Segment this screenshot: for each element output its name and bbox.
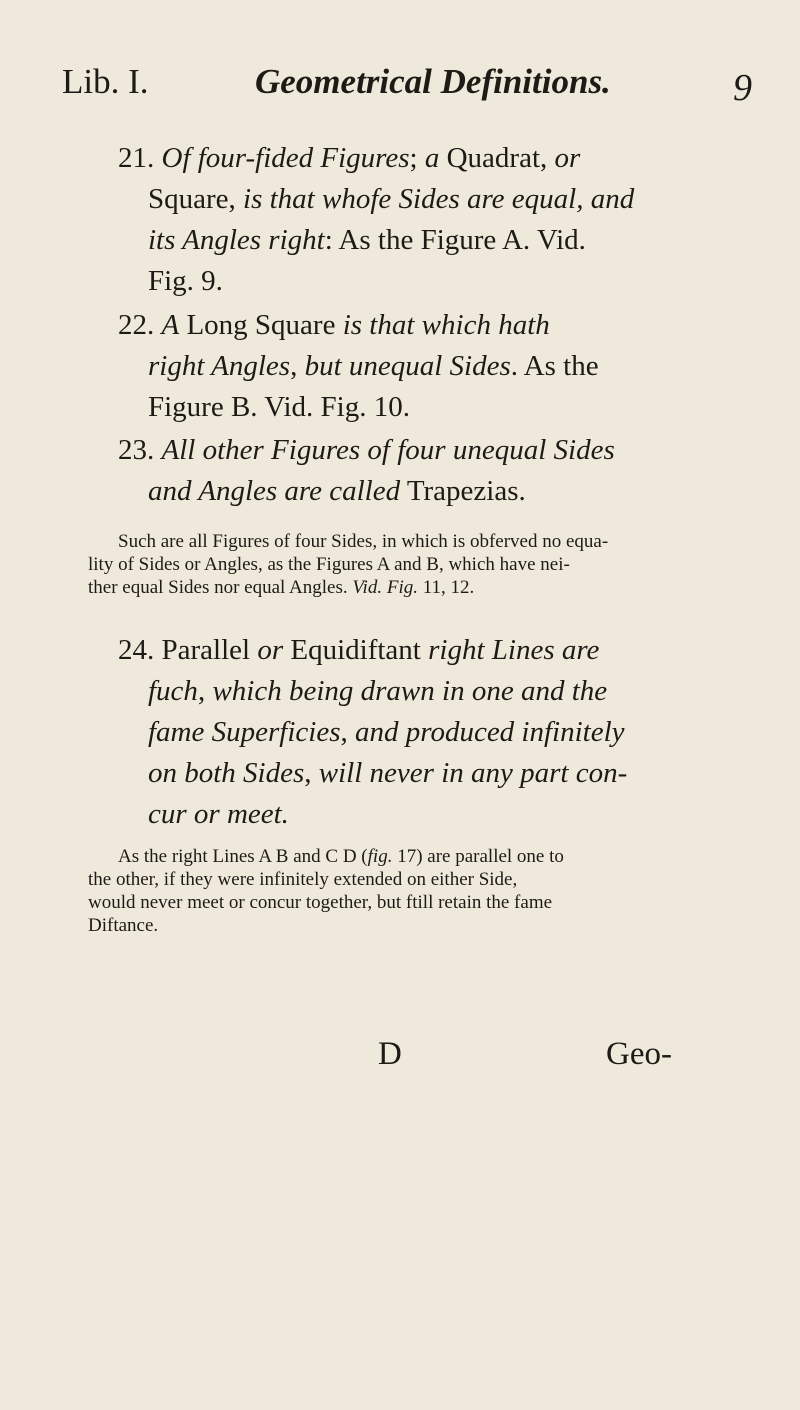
text-line: right Angles, but unequal Sides. As the <box>148 350 599 382</box>
text-line: Fig. 9. <box>148 265 223 297</box>
definition-23 <box>118 430 758 512</box>
text-line: its Angles right: As the Figure A. Vid. <box>148 224 586 256</box>
definition-22 <box>118 305 758 428</box>
note-24 <box>88 845 758 937</box>
text-line: fame Superficies, and produced infinitely <box>148 716 625 748</box>
signature-mark: D <box>378 1036 402 1072</box>
text-line: Figure B. Vid. Fig. 10. <box>148 391 410 423</box>
running-title: Geometrical Definitions. <box>255 62 611 101</box>
page-number: 9 <box>733 67 752 109</box>
text-line: would never meet or concur together, but ftill retain the fame <box>88 892 553 913</box>
text-line: ther equal Sides nor equal Angles. Vid. Fig. 11, 12. <box>88 577 475 598</box>
text-line: fuch, which being drawn in one and the <box>148 675 608 707</box>
text-line: on both Sides, will never in any part con- <box>148 757 628 789</box>
text-line: 23. All other Figures of four unequal Sides <box>118 434 615 466</box>
note-23 <box>88 530 758 599</box>
running-header <box>62 62 752 112</box>
text-line: lity of Sides or Angles, as the Figures A and B, which have nei- <box>88 554 570 575</box>
text-line: 24. Parallel or Equidiftant right Lines are <box>118 634 600 666</box>
text-line: 22. A Long Square is that which hath <box>118 309 550 341</box>
text-line: Such are all Figures of four Sides, in which is obferved no equa- <box>118 531 609 552</box>
definition-21 <box>118 138 758 302</box>
text-line: 21. Of four-fided Figures; a Quadrat, or <box>118 142 581 174</box>
definition-24 <box>118 630 758 835</box>
book-number: Lib. I. <box>62 62 149 101</box>
text-line: and Angles are called Trapezias. <box>148 475 526 507</box>
text-line: As the right Lines A B and C D (fig. 17) are parallel one to <box>118 846 564 867</box>
text-line: Diftance. <box>88 915 159 936</box>
text-line: Square, is that whofe Sides are equal, and <box>148 183 635 215</box>
catchword: Geo- <box>606 1036 672 1072</box>
text-line: cur or meet. <box>148 798 289 830</box>
text-line: the other, if they were infinitely extended on either Side, <box>88 869 518 890</box>
